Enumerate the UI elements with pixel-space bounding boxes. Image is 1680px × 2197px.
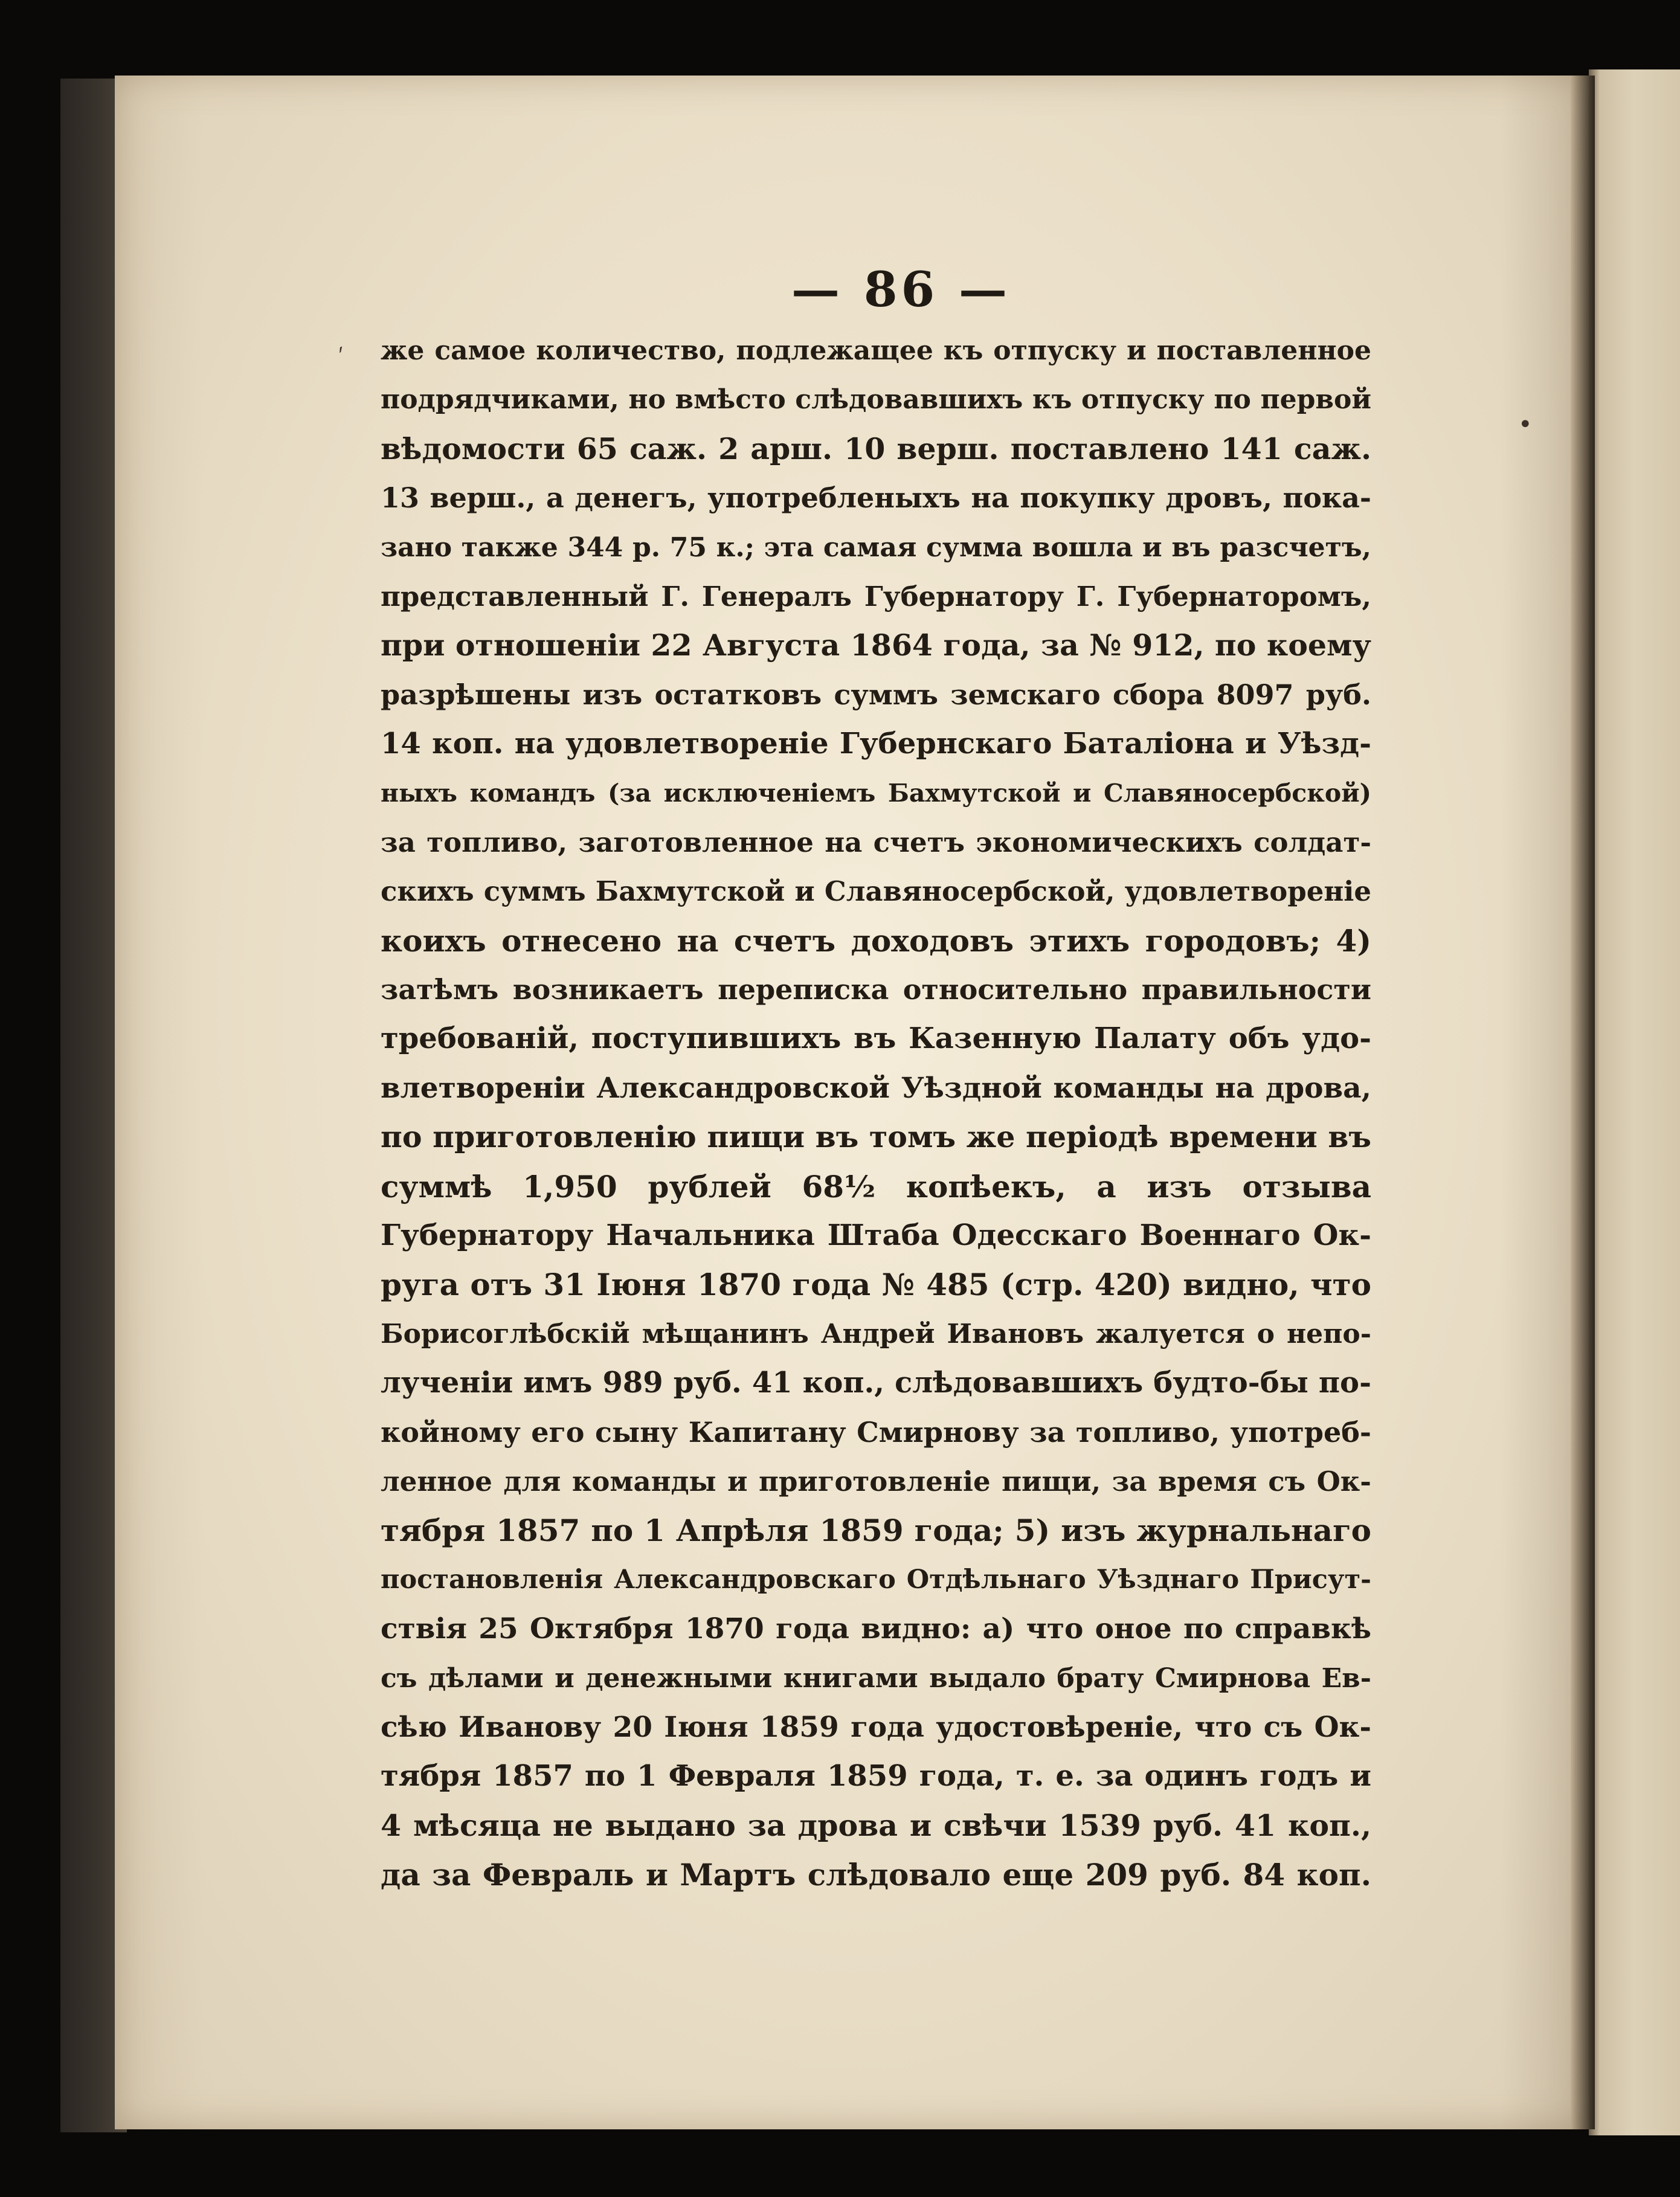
text-line: за топливо, заготовленное на счетъ экономическихъ солдат-: [381, 826, 1371, 858]
text-line: же самое количество, подлежащее къ отпуску и поставленное: [381, 335, 1371, 366]
text-line: суммѣ 1,950 рублей 68½ копѣекъ, а изъ отзыва: [381, 1168, 1371, 1205]
text-line: скихъ суммъ Бахмутской и Славяносербской, удовлетвореніе: [381, 875, 1371, 908]
text-line: ныхъ командъ (за исключеніемъ Бахмутской и Славяносербской): [381, 778, 1371, 808]
stray-ink-mark: ˊ: [332, 343, 357, 373]
stray-ink-dot: •: [1518, 411, 1533, 439]
text-line: постановленія Александровскаго Отдѣльнаго Уѣзднаго Присут-: [381, 1564, 1371, 1595]
text-line: представленный Г. Генералъ Губернатору Г. Губернаторомъ,: [381, 580, 1371, 613]
text-line: при отношеніи 22 Августа 1864 года, за № 912, по коему: [381, 628, 1371, 663]
text-line: ленное для команды и приготовленіе пищи, за время съ Ок-: [381, 1465, 1371, 1497]
text-line: съ дѣлами и денежными книгами выдало брату Смирнова Ев-: [381, 1662, 1371, 1694]
text-line: 14 коп. на удовлетвореніе Губернскаго Баталіона и Уѣзд-: [381, 727, 1371, 761]
text-line: разрѣшены изъ остатковъ суммъ земскаго сбора 8097 руб.: [381, 678, 1371, 711]
text-line: ствія 25 Октября 1870 года видно: а) что оное по справкѣ: [381, 1612, 1371, 1646]
text-line: тября 1857 по 1 Апрѣля 1859 года; 5) изъ журнальнаго: [381, 1513, 1371, 1549]
text-line: да за Февраль и Мартъ слѣдовало еще 209 руб. 84 коп.: [381, 1857, 1371, 1893]
text-line: сѣю Иванову 20 Іюня 1859 года удостовѣреніе, что съ Ок-: [381, 1710, 1371, 1744]
text-line: руга отъ 31 Іюня 1870 года № 485 (стр. 420) видно, что: [381, 1267, 1371, 1303]
text-line: Борисоглѣбскій мѣщанинъ Андрей Ивановъ жалуется о непо-: [381, 1318, 1371, 1349]
text-line: 4 мѣсяца не выдано за дрова и свѣчи 1539 руб. 41 коп.,: [381, 1807, 1371, 1843]
text-line: 13 верш., а денегъ, употребленыхъ на покупку дровъ, пока-: [381, 481, 1371, 515]
adjacent-page-edge: [1589, 69, 1680, 2135]
text-line: по приготовленію пищи въ томъ же періодѣ времени въ: [381, 1119, 1371, 1155]
text-line: койному его сыну Капитану Смирнову за топливо, употреб-: [381, 1415, 1371, 1449]
text-line: Губернатору Начальника Штаба Одесскаго Военнаго Ок-: [381, 1218, 1371, 1253]
text-line: тября 1857 по 1 Февраля 1859 года, т. е. за одинъ годъ и: [381, 1759, 1371, 1793]
text-line: требованій, поступившихъ въ Казенную Палату объ удо-: [381, 1021, 1371, 1056]
page-gutter-shadow: [1571, 76, 1595, 2129]
text-line: вѣдомости 65 саж. 2 арш. 10 верш. поставлено 141 саж.: [381, 431, 1371, 466]
text-line: лученіи имъ 989 руб. 41 коп., слѣдовавшихъ будто-бы по-: [381, 1366, 1371, 1400]
body-text: [381, 326, 1371, 1900]
text-line: влетвореніи Александровской Уѣздной команды на дрова,: [381, 1071, 1371, 1105]
text-line: подрядчиками, но вмѣсто слѣдовавшихъ къ отпуску по первой: [381, 384, 1371, 416]
text-line: затѣмъ возникаетъ переписка относительно правильности: [381, 973, 1371, 1006]
page-number: — 86 —: [791, 261, 1011, 318]
text-line: зано также 344 р. 75 к.; эта самая сумма вошла и въ разсчетъ,: [381, 532, 1371, 563]
text-line: коихъ отнесено на счетъ доходовъ этихъ городовъ; 4): [381, 922, 1371, 959]
